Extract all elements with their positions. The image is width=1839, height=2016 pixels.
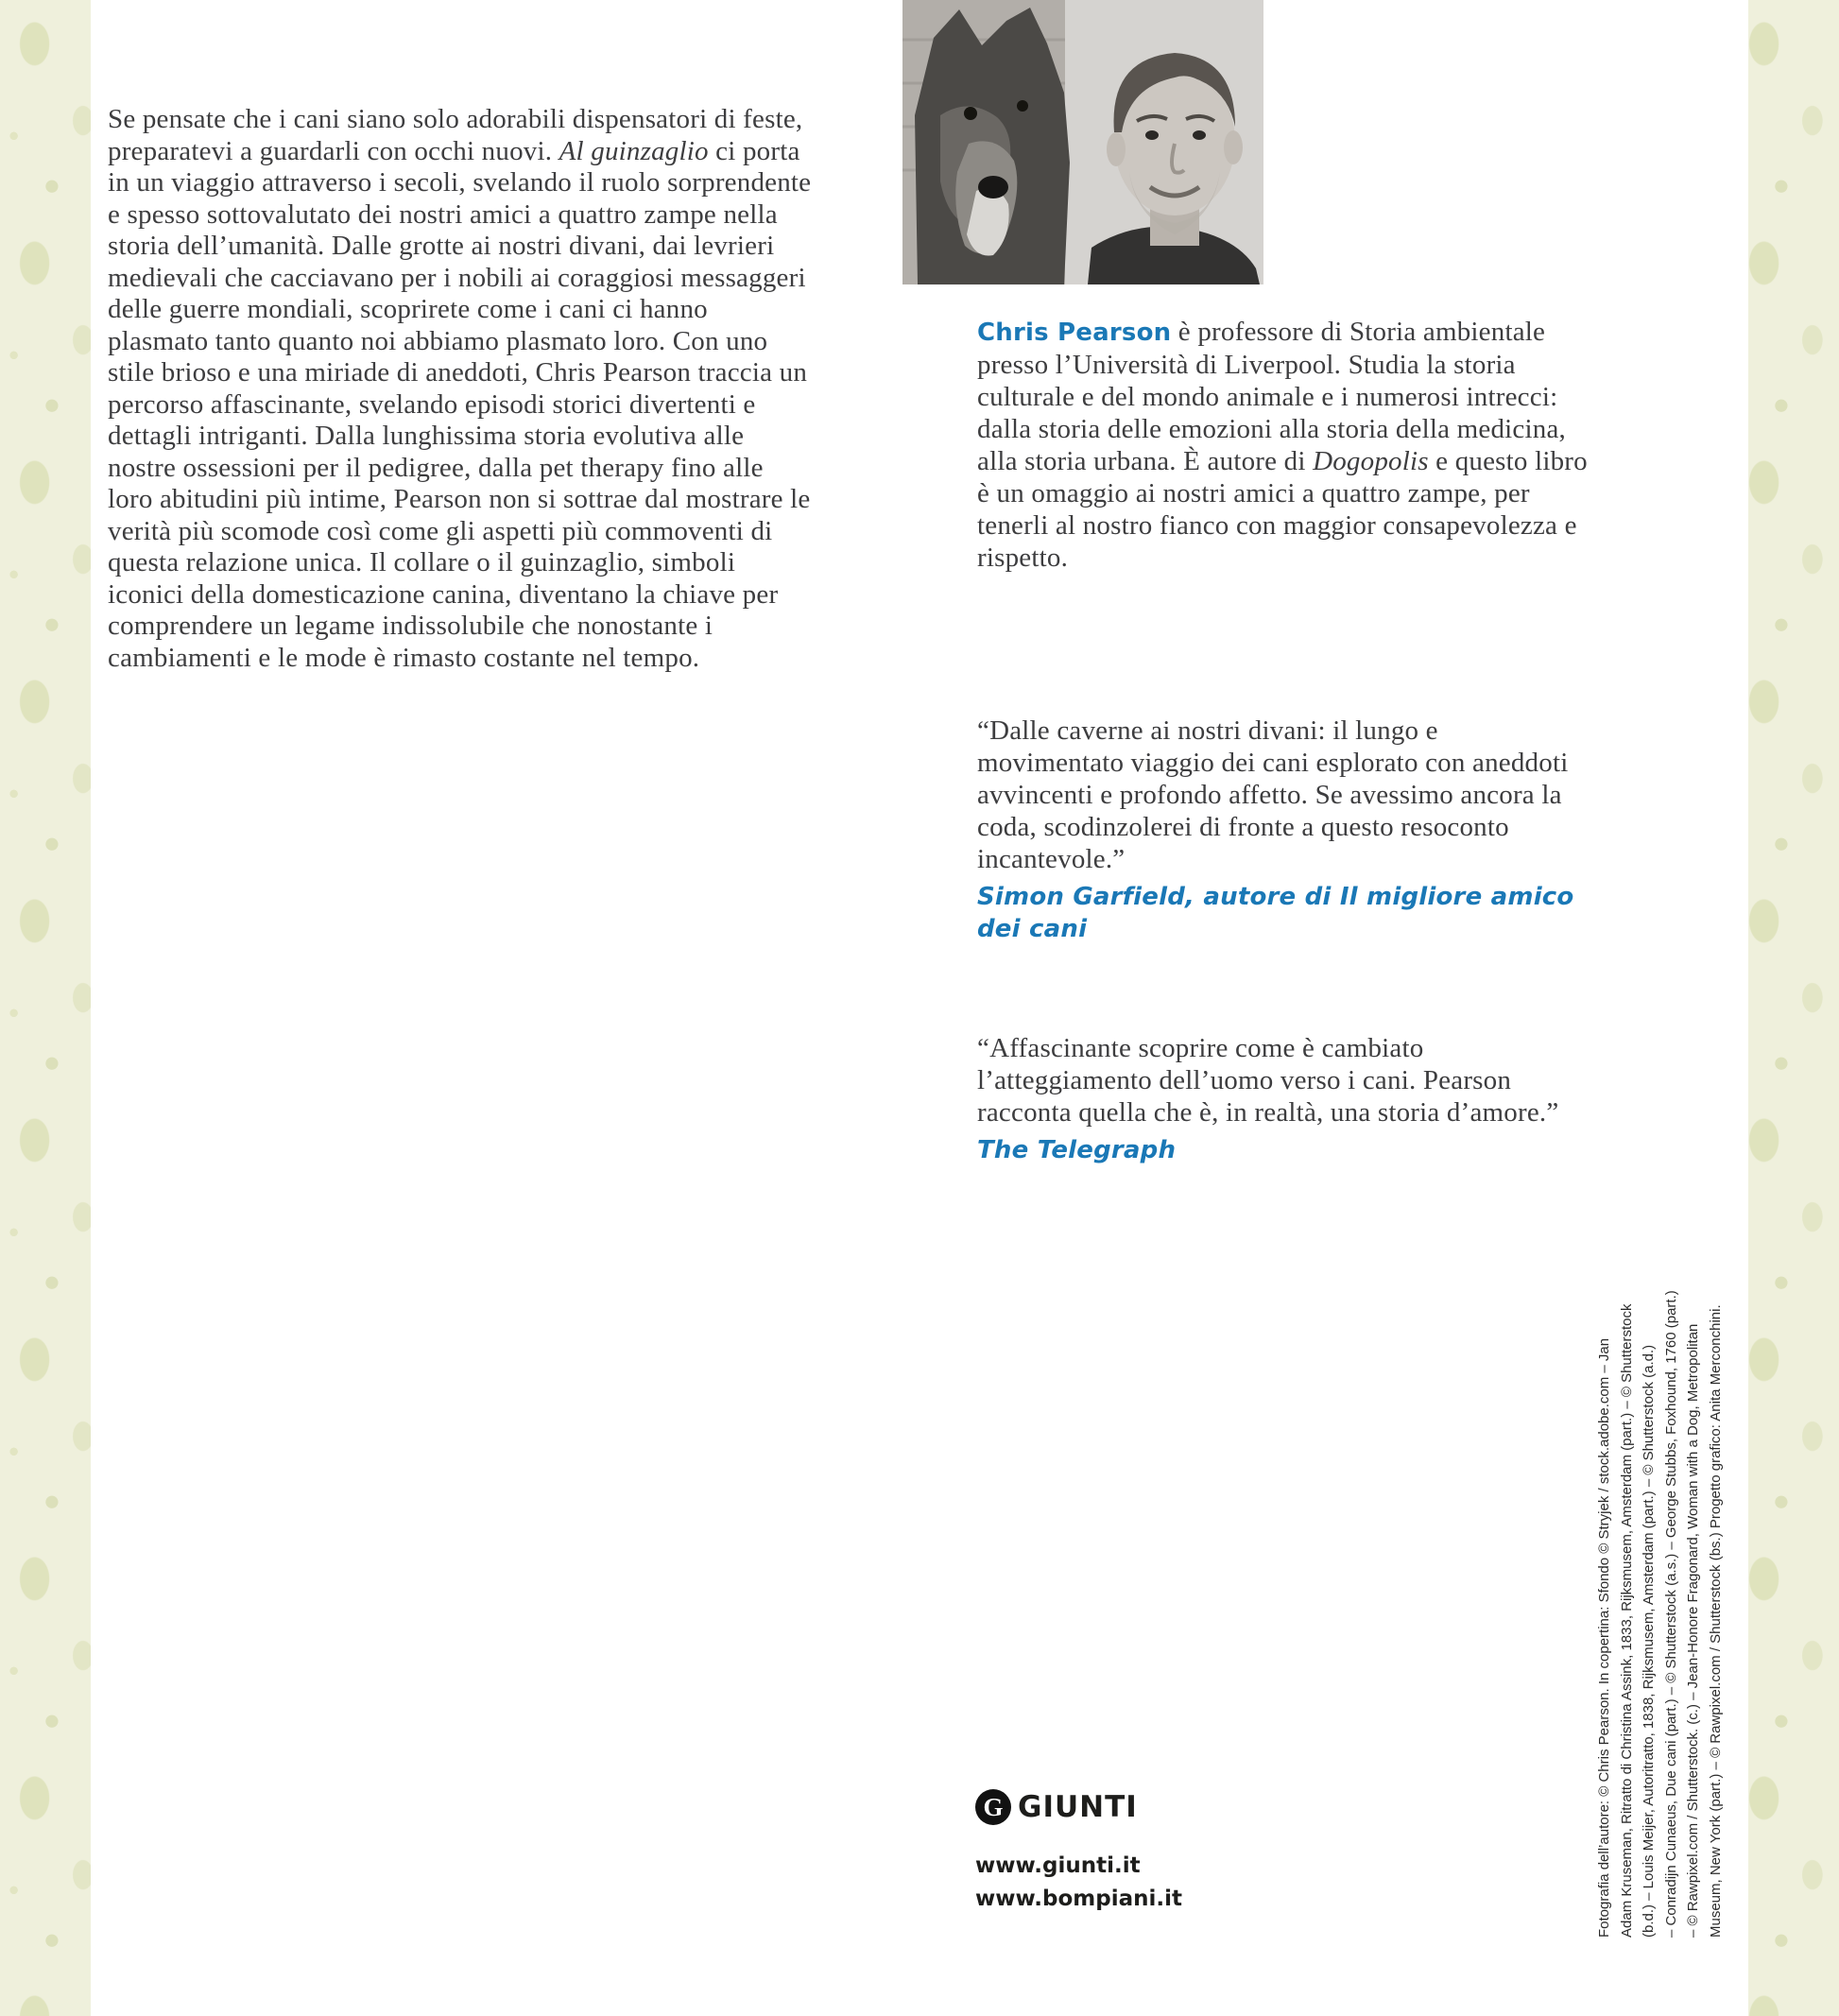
book-title-inline: Al guinzaglio [559,135,709,166]
author-name: Chris Pearson [977,319,1172,347]
bio-text: è professore di Storia ambientale presso l’Università di Liverpool. Studia la storia culturale e del mondo animale e i numerosi intrecci: dalla storia delle emozioni alla storia della medicina, alla storia urbana. È autore di [977,317,1566,476]
giunti-website: www.giunti.it [975,1853,1141,1878]
credits-line: – Conradijn Cunaeus, Due cani (part.) – © Shutterstock (a.s.) – George Stubbs, Foxhound, 1760 (part.) [1662,1290,1679,1938]
giunti-logo-icon: G [975,1789,1011,1825]
author-bio [977,316,1591,574]
quote-attribution [977,881,1591,945]
synopsis-text: Se pensate che i cani siano solo adorabili dispensatori di feste, preparatevi a guardarli con occhi nuovi. [108,104,803,166]
publisher-block [975,1789,1182,1916]
review-quote-telegraph [977,1032,1591,1166]
credits-line: (b.d.) – Louis Meijer, Autoritratto, 1838, Rijksmusem, Amsterdam (part.) – © Shutterstock (a.d.) [1641,1344,1657,1938]
photo-credits [1593,1096,1727,1938]
bompiani-website: www.bompiani.it [975,1887,1182,1911]
attribution-name: Simon Garfield, autore di [977,883,1340,911]
quote-text: “Affascinante scoprire come è cambiato l’atteggiamento dell’uomo verso i cani. Pearson racconta quella che è, in realtà, una storia d’amore.” [977,1033,1559,1128]
synopsis-paragraph [108,104,812,674]
author-photo [902,0,1263,284]
giunti-logo [975,1789,1182,1825]
publisher-websites [975,1850,1182,1916]
quote-text: “Dalle caverne ai nostri divani: il lungo e movimentato viaggio dei cani esplorato con aneddoti avvincenti e profondo affetto. Se avessimo ancora la coda, scodinzolerei di fronte a questo resoconto incantevole.” [977,715,1569,874]
quote-attribution: The Telegraph [977,1136,1177,1164]
synopsis-text-continued: ci porta in un viaggio attraverso i secoli, svelando il ruolo sorprendente e spesso sottovalutato dei nostri amici a quattro zampe nella storia dell’umanità. Dalle grotte ai nostri divani, dai levrieri medievali che cacciavano per i nobili ai coraggiosi messaggeri delle guerre mondiali, scoprirete come i cani ci hanno plasmato tanto quanto noi abbiamo plasmato loro. Con uno stile brioso e una miriade di aneddoti, Chris Pearson traccia un percorso affascinante, svelando episodi storici divertenti e dettagli intriganti. Dalla lunghissima storia evolutiva alle nostre ossessioni per il pedigree, dalla pet therapy fino alle loro abitudini più intime, Pearson non si sottrae dal mostrare le verità più scomode così come gli aspetti più commoventi di questa relazione unica. Il collare o il guinzaglio, simboli iconici della domesticazione canina, diventano la chiave per comprendere un legame indissolubile che nonostante i cambiamenti e le mode è rimasto costante nel tempo. [108,135,812,673]
credits-line: – © Rawpixel.com / Shutterstock. (c.) – Jean-Honore Fragonard, Woman with a Dog, Metropolitan [1685,1323,1701,1938]
credits-line: Adam Kruseman, Ritratto di Christina Assink, 1833, Rijksmusem, Amsterdam (part.) – © Shutterstock [1618,1303,1635,1938]
bio-text-continued: e questo libro è un omaggio ai nostri amici a quattro zampe, per tenerli al nostro fianco con maggior consapevolezza e rispetto. [977,446,1588,573]
synopsis-text-block [108,104,812,674]
author-photo-illustration [902,0,1263,284]
author-bio-text-block [977,316,1591,574]
giunti-logo-text: GIUNTI [1018,1790,1138,1824]
credits-line: Fotografia dell’autore: © Chris Pearson. In copertina: Sfondo © Stryjek / stock.adobe.com – Jan [1596,1337,1612,1938]
dogopolis-title-inline: Dogopolis [1313,446,1429,476]
credits-line: Museum, New York (part.) – © Rawpixel.com / Shutterstock (bs.) Progetto grafico: Anita Merconchini. [1707,1304,1724,1938]
review-quote-garfield [977,715,1591,945]
attribution-book-title: Il migliore amico dei cani [977,883,1574,943]
